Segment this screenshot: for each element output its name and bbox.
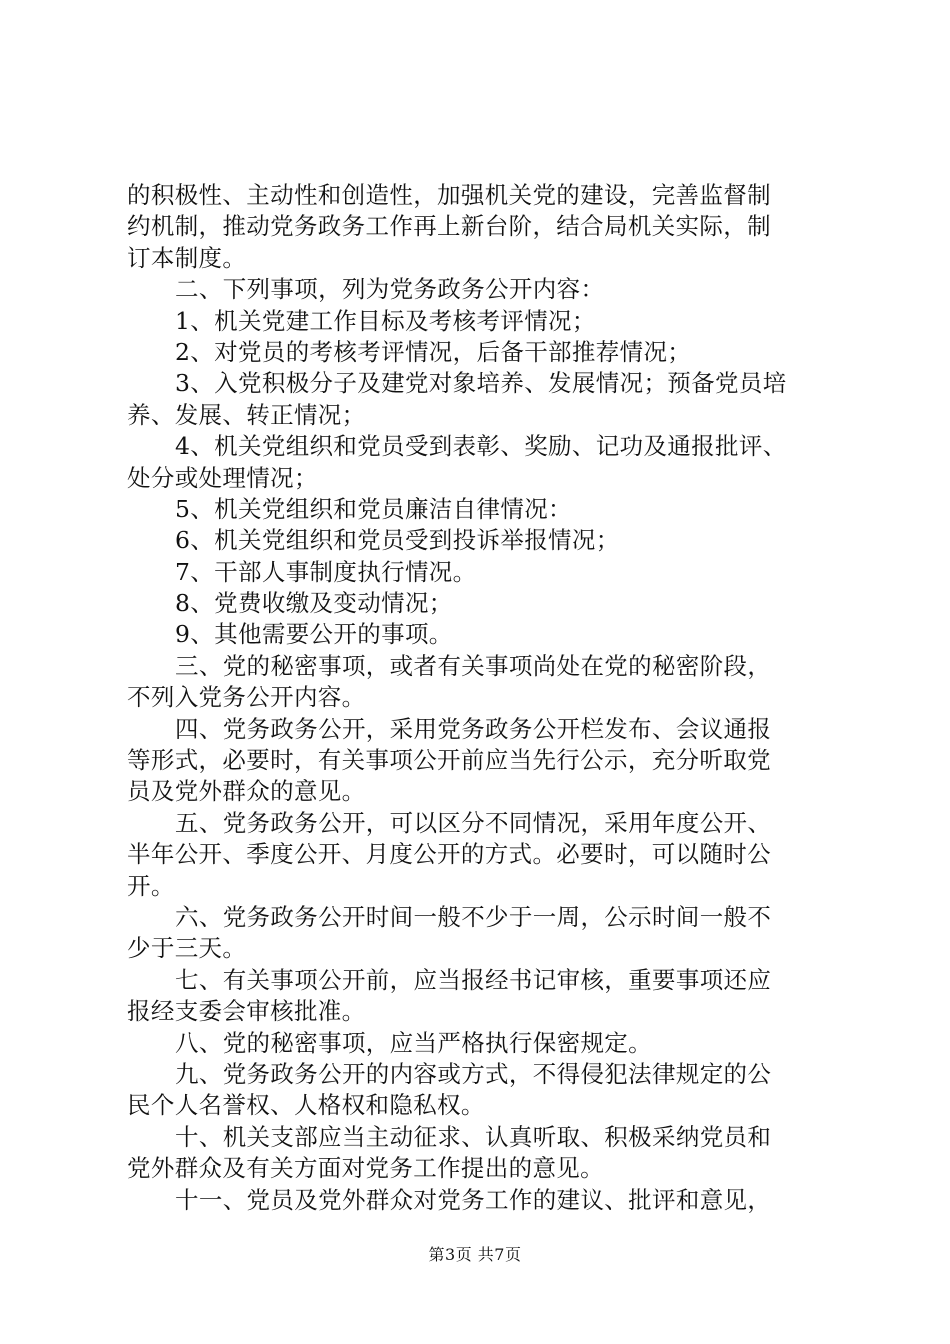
text-line: 五、党务政务公开，可以区分不同情况，采用年度公开、 <box>175 808 772 837</box>
text-line: 处分或处理情况； <box>127 463 318 492</box>
text-line: 少于三天。 <box>127 934 247 963</box>
text-line: 七、有关事项公开前，应当报经书记审核，重要事项还应 <box>175 965 772 994</box>
text-line: 订本制度。 <box>127 243 247 272</box>
text-line: 员及党外群众的意见。 <box>127 777 366 806</box>
text-line: 9、其他需要公开的事项。 <box>175 620 453 649</box>
text-line: 六、党务政务公开时间一般不少于一周，公示时间一般不 <box>175 902 772 931</box>
text-line: 开。 <box>127 871 175 900</box>
text-line: 养、发展、转正情况； <box>127 400 366 429</box>
text-line: 约机制，推动党务政务工作再上新台阶，结合局机关实际，制 <box>127 212 771 241</box>
text-line: 7、干部人事制度执行情况。 <box>175 557 477 586</box>
text-line: 6、机关党组织和党员受到投诉举报情况； <box>175 526 620 555</box>
text-line: 的积极性、主动性和创造性，加强机关党的建设，完善监督制 <box>127 181 771 209</box>
text-line: 1、机关党建工作目标及考核考评情况； <box>175 306 596 335</box>
text-line: 等形式，必要时，有关事项公开前应当先行公示，充分听取党 <box>127 746 771 775</box>
text-line: 4、机关党组织和党员受到表彰、奖励、记功及通报批评、 <box>175 432 787 461</box>
text-line: 八、党的秘密事项，应当严格执行保密规定。 <box>175 1028 652 1057</box>
page-footer: 第3页 共7页 <box>428 1245 522 1264</box>
text-line: 四、党务政务公开，采用党务政务公开栏发布、会议通报 <box>175 714 772 743</box>
text-line: 十一、党员及党外群众对党务工作的建议、批评和意见， <box>175 1185 772 1214</box>
text-line: 半年公开、季度公开、月度公开的方式。必要时，可以随时公 <box>127 840 771 869</box>
text-line: 8、党费收缴及变动情况； <box>175 589 453 618</box>
text-line: 十、机关支部应当主动征求、认真听取、积极采纳党员和 <box>175 1122 772 1151</box>
text-line: 报经支委会审核批准。 <box>127 997 366 1026</box>
text-line: 不列入党务公开内容。 <box>127 683 366 712</box>
text-line: 民个人名誉权、人格权和隐私权。 <box>127 1091 485 1120</box>
document-body <box>127 180 833 1216</box>
text-line: 二、下列事项，列为党务政务公开内容： <box>175 275 605 304</box>
text-line: 九、党务政务公开的内容或方式，不得侵犯法律规定的公 <box>175 1059 772 1088</box>
text-line: 5、机关党组织和党员廉洁自律情况： <box>175 494 572 523</box>
text-line: 2、对党员的考核考评情况，后备干部推荐情况； <box>175 337 692 366</box>
text-line: 三、党的秘密事项，或者有关事项尚处在党的秘密阶段， <box>175 651 772 680</box>
text-line: 党外群众及有关方面对党务工作提出的意见。 <box>127 1154 604 1183</box>
text-line: 3、入党积极分子及建党对象培养、发展情况；预备党员培 <box>175 369 787 398</box>
